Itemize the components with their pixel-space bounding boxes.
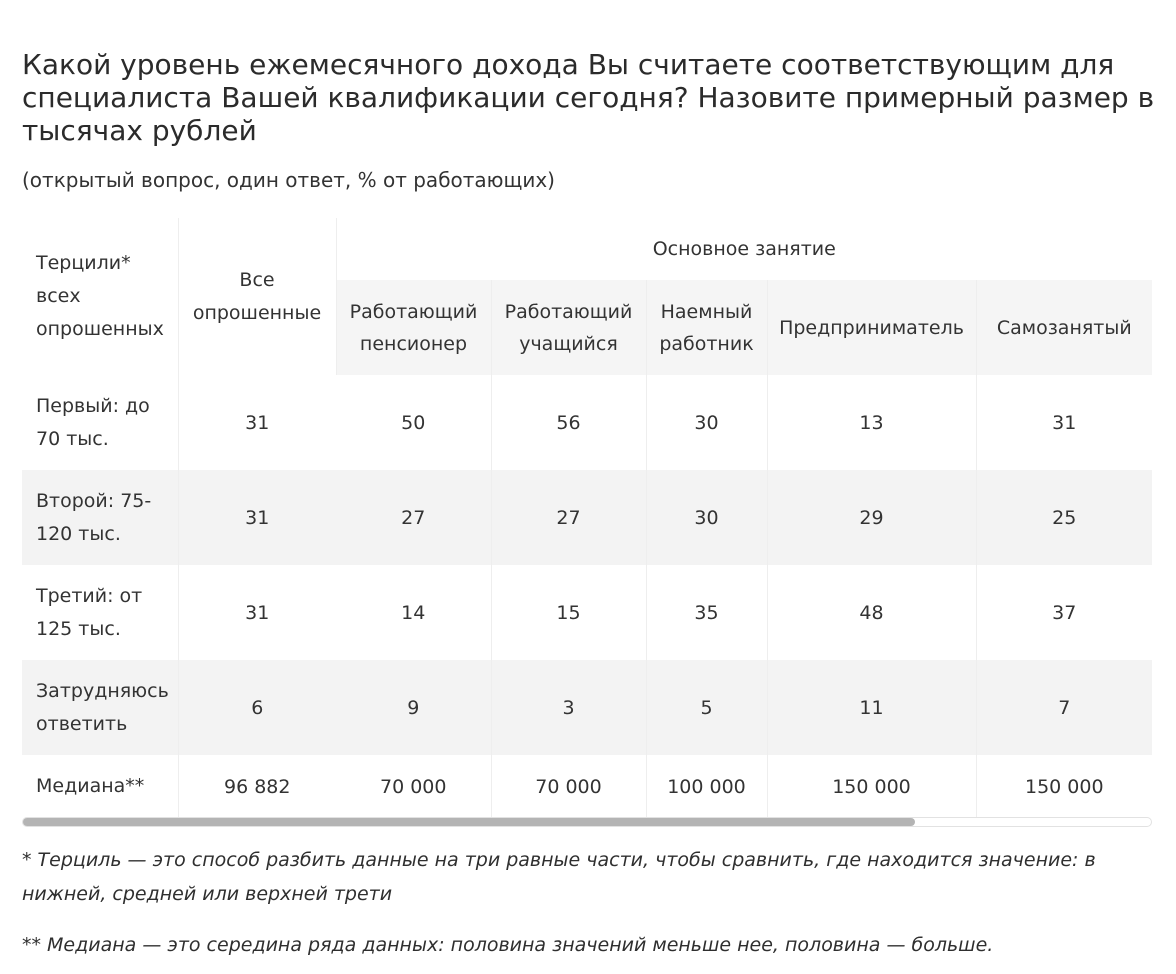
cell-value: 27 [401, 506, 426, 529]
row-label: Медиана** [22, 755, 178, 818]
cell-value: 6 [251, 696, 264, 719]
row-label: Первый: до 70 тыс. [22, 375, 178, 470]
cell-value: 31 [245, 506, 270, 529]
cell-value: 150 000 [976, 755, 1152, 818]
cell-value: 15 [491, 565, 646, 660]
table-row-median [22, 755, 1152, 818]
table-row-tercile-2 [22, 470, 1152, 565]
header-working-student: Работающий учащийся [491, 280, 646, 375]
header-entrepreneur: Предприниматель [767, 280, 976, 375]
cell-value: 31 [976, 375, 1152, 470]
cell-value: 9 [407, 696, 420, 719]
header-working-pensioner: Работающий пенсионер [336, 280, 491, 375]
scrollbar-thumb[interactable] [23, 818, 915, 826]
cell-value: 30 [646, 470, 767, 565]
cell-value: 70 000 [491, 755, 646, 818]
cell-value: 56 [491, 375, 646, 470]
income-table [22, 218, 1152, 818]
cell-value: 37 [976, 565, 1152, 660]
footnote-tercile: * Терциль — это способ разбить данные на три равные части, чтобы сравнить, где находится значение: в нижней, средней или верхней трети [22, 849, 1096, 905]
cell-value: 50 [401, 411, 426, 434]
cell-value: 150 000 [767, 755, 976, 818]
cell-value: 13 [767, 375, 976, 470]
cell-value: 35 [646, 565, 767, 660]
horizontal-scrollbar[interactable] [22, 817, 1152, 827]
cell-value: 29 [767, 470, 976, 565]
cell-value: 31 [245, 411, 270, 434]
cell-value: 3 [491, 660, 646, 755]
cell-value: 25 [976, 470, 1152, 565]
header-all-respondents: Все опрошенные [178, 218, 336, 375]
cell-value: 30 [646, 375, 767, 470]
header-employee: Наемный работник [646, 280, 767, 375]
cell-value: 48 [767, 565, 976, 660]
cell-value: 96 882 [224, 775, 291, 798]
cell-value: 7 [976, 660, 1152, 755]
row-label: Второй: 75-120 тыс. [22, 470, 178, 565]
cell-value: 100 000 [646, 755, 767, 818]
cell-value: 14 [401, 601, 426, 624]
footnote-median: ** Медиана — это середина ряда данных: половина значений меньше нее, половина — больше. [22, 934, 994, 956]
page-title: Какой уровень ежемесячного дохода Вы считаете соответствующим для специалиста Вашей квалификации сегодня? Назовите примерный размер в тысячах рублей [22, 48, 1155, 147]
cell-value: 5 [646, 660, 767, 755]
header-self-employed: Самозанятый [976, 280, 1152, 375]
cell-value: 11 [767, 660, 976, 755]
table-row-tercile-1 [22, 375, 1152, 470]
table-row-tercile-3 [22, 565, 1152, 660]
page-subtitle: (открытый вопрос, один ответ, % от работающих) [22, 168, 555, 192]
row-label: Затрудняюсь ответить [22, 660, 178, 755]
cell-value: 70 000 [380, 775, 447, 798]
row-label: Третий: от 125 тыс. [22, 565, 178, 660]
corner-header: Терцили* всех опрошенных [22, 218, 178, 375]
header-main-occupation: Основное занятие [652, 238, 836, 260]
income-table-scroll-area[interactable] [22, 218, 1154, 822]
table-row-dont-know [22, 660, 1152, 755]
cell-value: 27 [491, 470, 646, 565]
cell-value: 31 [245, 601, 270, 624]
